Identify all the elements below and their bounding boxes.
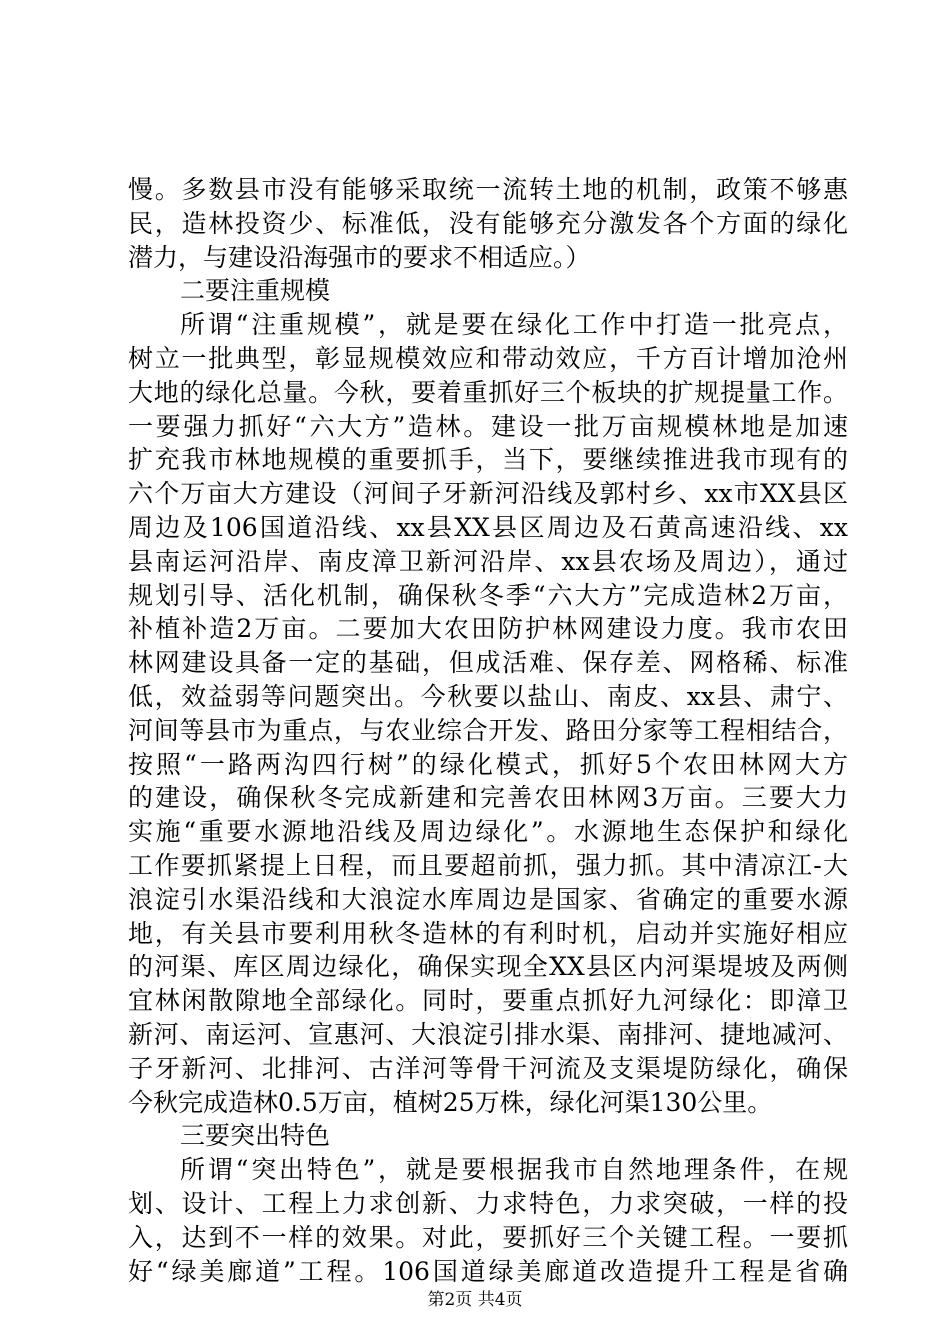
text-line: 树立一批典型，彰显规模效应和带动效应，千方百计增加沧州: [128, 343, 848, 373]
text-line: 补植补造2万亩。二要加大农田防护林网建设力度。我市农田: [128, 614, 848, 644]
text-line: 入，达到不一样的效果。对此，要抓好三个关键工程。一要抓: [128, 1222, 848, 1252]
text-line: 周边及106国道沿线、xx县XX县区周边及石黄高速沿线、xx: [128, 512, 848, 542]
text-line: 实施“重要水源地沿线及周边绿化”。水源地生态保护和绿化: [128, 817, 848, 847]
section-heading: 三要突出特色: [180, 1121, 331, 1151]
text-line: 大地的绿化总量。今秋，要着重抓好三个板块的扩规提量工作。: [128, 377, 848, 407]
page-footer: 第2页 共4页: [427, 1290, 523, 1310]
text-line: 新河、南运河、宣惠河、大浪淀引排水渠、南排河、捷地减河、: [128, 1019, 848, 1049]
text-line: 规划引导、活化机制，确保秋冬季“六大方”完成造林2万亩，: [128, 580, 848, 610]
text-line: 慢。多数县市没有能够采取统一流转土地的机制，政策不够惠: [128, 175, 848, 204]
text-line: 民，造林投资少、标准低，没有能够充分激发各个方面的绿化: [128, 208, 848, 238]
text-line: 所谓“注重规模”，就是要在绿化工作中打造一批亮点，: [180, 310, 848, 340]
text-line: 今秋完成造林0.5万亩，植树25万株，绿化河渠130公里。: [128, 1087, 773, 1117]
text-line: 的河渠、库区周边绿化，确保实现全XX县区内河渠堤坡及两侧: [128, 952, 848, 982]
text-line: 工作要抓紧提上日程，而且要超前抓，强力抓。其中清凉江-大: [128, 850, 848, 880]
text-line: 扩充我市林地规模的重要抓手，当下，要继续推进我市现有的: [128, 445, 848, 475]
text-line: 潜力，与建设沿海强市的要求不相适应。）: [128, 242, 591, 272]
text-line: 县南运河沿岸、南皮漳卫新河沿岸、xx县农场及周边），通过: [128, 546, 848, 576]
document-body: [128, 173, 848, 1288]
text-line: 划、设计、工程上力求创新、力求特色，力求突破，一样的投: [128, 1188, 848, 1218]
text-line: 林网建设具备一定的基础，但成活难、保存差、网格稀、标准: [128, 648, 848, 678]
section-heading: 二要注重规模: [180, 276, 331, 306]
text-line: 按照“一路两沟四行树”的绿化模式，抓好5个农田林网大方: [128, 749, 848, 779]
text-line: 宜林闲散隙地全部绿化。同时，要重点抓好九河绿化：即漳卫: [128, 986, 848, 1016]
text-line: 六个万亩大方建设（河间子牙新河沿线及郭村乡、xx市XX县区: [128, 479, 848, 509]
text-line: 所谓“突出特色”，就是要根据我市自然地理条件，在规: [180, 1155, 848, 1185]
text-line: 好“绿美廊道”工程。106国道绿美廊道改造提升工程是省确: [128, 1256, 848, 1286]
text-line: 河间等县市为重点，与农业综合开发、路田分家等工程相结合，: [128, 715, 848, 745]
text-line: 子牙新河、北排河、古洋河等骨干河流及支渠堤防绿化，确保: [128, 1053, 848, 1083]
text-line: 浪淀引水渠沿线和大浪淀水库周边是国家、省确定的重要水源: [128, 884, 848, 914]
text-line: 的建设，确保秋冬完成新建和完善农田林网3万亩。三要大力: [128, 783, 848, 813]
text-line: 地，有关县市要利用秋冬造林的有利时机，启动并实施好相应: [128, 918, 848, 948]
text-line: 低，效益弱等问题突出。今秋要以盐山、南皮、xx县、肃宁、: [128, 681, 848, 711]
text-line: 一要强力抓好“六大方”造林。建设一批万亩规模林地是加速: [128, 411, 848, 441]
